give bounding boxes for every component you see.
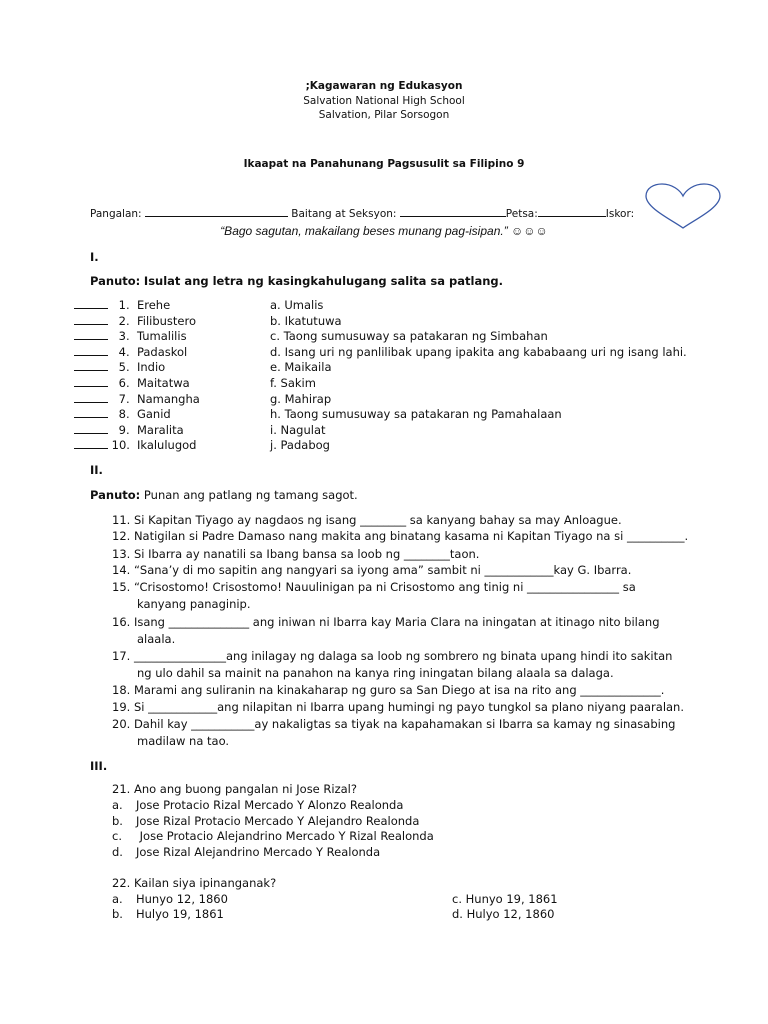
list-item-continued: ng ulo dahil sa mainit na panahon na kanya ring iningatan bilang alaala sa dalaga.	[137, 666, 614, 680]
list-item	[112, 513, 622, 527]
option-b[interactable]	[112, 814, 419, 828]
list-item	[74, 407, 171, 421]
school-name: Salvation National High School	[303, 95, 465, 107]
answer-blank[interactable]	[74, 298, 108, 309]
item-number: 19.	[112, 700, 131, 714]
instruction-quote: “Bago sagutan, makailang beses munang pag-isipan.” ☺☺☺	[220, 224, 548, 238]
list-item	[74, 438, 196, 452]
list-item	[112, 547, 479, 561]
item-term: Namangha	[136, 392, 200, 406]
option-letter: c.	[112, 829, 122, 843]
item-text: “Sana’y di mo sapitin ang nangyari sa iyong ama” sambit ni ____________kay G. Ibarra.	[133, 563, 632, 577]
list-item	[112, 717, 675, 731]
exam-title: Ikaapat na Panahunang Pagsusulit sa Filipino 9	[243, 158, 525, 170]
item-number: 10.	[111, 438, 130, 452]
option-text: Jose Rizal Protacio Mercado Y Alejandro Realonda	[136, 814, 420, 828]
student-info-line	[90, 206, 634, 220]
instruction-text: Isulat ang letra ng kasingkahulugang salita sa patlang.	[143, 274, 503, 288]
part1-instruction	[90, 274, 503, 288]
answer-blank[interactable]	[74, 423, 108, 434]
item-choice: d. Isang uri ng panlilibak upang ipakita ang kababaang uri ng isang lahi.	[270, 345, 687, 359]
school-address: Salvation, Pilar Sorsogon	[318, 109, 450, 121]
list-item	[74, 345, 187, 359]
item-choice: f. Sakim	[270, 376, 316, 390]
item-term: Indio	[136, 360, 166, 374]
option-letter: b.	[112, 814, 123, 828]
item-text: Si Ibarra ay nanatili sa Ibang bansa sa loob ng ________taon.	[133, 547, 480, 561]
list-item	[74, 392, 200, 406]
list-item	[112, 700, 684, 714]
list-item	[112, 683, 664, 697]
list-item	[112, 649, 672, 663]
grade-label: Baitang at Seksyon:	[291, 208, 397, 220]
item-term: Ikalulugod	[136, 438, 197, 452]
name-field[interactable]	[145, 206, 288, 217]
answer-blank[interactable]	[74, 438, 108, 449]
list-item-continued: alaala.	[137, 632, 176, 646]
question-text: Kailan siya ipinanganak?	[133, 876, 277, 890]
item-choice: j. Padabog	[270, 438, 330, 452]
part1-heading: I.	[90, 250, 99, 264]
list-item	[112, 615, 660, 629]
item-term: Erehe	[136, 298, 171, 312]
item-number: 12.	[112, 529, 131, 543]
item-number: 16.	[112, 615, 131, 629]
item-text: Natigilan si Padre Damaso nang makita ang binatang kasama ni Kapitan Tiyago na si __________.	[133, 529, 689, 543]
list-item	[112, 529, 688, 543]
item-text: ________________ang inilagay ng dalaga sa loob ng sombrero ng binata upang hindi ito sakitan	[133, 649, 673, 663]
item-term: Padaskol	[136, 345, 188, 359]
item-term: Ganid	[136, 407, 171, 421]
score-label: Iskor:	[605, 208, 635, 220]
option-d[interactable]	[112, 845, 380, 859]
answer-blank[interactable]	[74, 407, 108, 418]
item-number: 11.	[112, 513, 131, 527]
item-number: 14.	[112, 563, 131, 577]
option-text: Jose Rizal Alejandrino Mercado Y Realonda	[136, 845, 381, 859]
option-b[interactable]	[112, 907, 224, 921]
item-term: Filibustero	[136, 314, 197, 328]
item-number: 22.	[112, 876, 131, 890]
item-choice: g. Mahirap	[270, 392, 332, 406]
option-c[interactable]: c. Hunyo 19, 1861	[452, 892, 558, 906]
option-text: Hulyo 19, 1861	[136, 907, 224, 921]
name-label: Pangalan:	[90, 208, 142, 220]
instruction-text: Punan ang patlang ng tamang sagot.	[143, 488, 358, 502]
item-text: Isang ______________ ang iniwan ni Ibarra kay Maria Clara na iningatan at itinago nito bilang	[133, 615, 660, 629]
list-item	[112, 563, 631, 577]
answer-blank[interactable]	[74, 345, 108, 356]
part2-instruction	[90, 488, 358, 502]
instruction-label: Panuto:	[90, 488, 141, 502]
item-number: 21.	[112, 782, 131, 796]
answer-blank[interactable]	[74, 329, 108, 340]
item-choice: h. Taong sumusuway sa patakaran ng Pamahalaan	[270, 407, 562, 421]
item-choice: c. Taong sumusuway sa patakaran ng Simbahan	[270, 329, 548, 343]
item-number: 18.	[112, 683, 131, 697]
item-choice: e. Maikaila	[270, 360, 332, 374]
answer-blank[interactable]	[74, 314, 108, 325]
item-text: Si Kapitan Tiyago ay nagdaos ng isang ________ sa kanyang bahay sa may Anloague.	[133, 513, 622, 527]
instruction-label: Panuto:	[90, 274, 141, 288]
question-22	[112, 876, 276, 890]
list-item	[74, 314, 196, 328]
question-text: Ano ang buong pangalan ni Jose Rizal?	[133, 782, 357, 796]
list-item-continued: madilaw na tao.	[137, 734, 230, 748]
item-number: 13.	[112, 547, 131, 561]
option-c[interactable]	[112, 829, 434, 843]
item-text: Marami ang suliranin na kinakaharap ng guro sa San Diego at isa na rito ang ______________.	[133, 683, 665, 697]
part3-heading: III.	[90, 759, 108, 773]
item-choice: a. Umalis	[270, 298, 324, 312]
item-term: Tumalilis	[136, 329, 187, 343]
list-item	[74, 376, 190, 390]
item-text: Dahil kay ___________ay nakaligtas sa tiyak na kapahamakan si Ibarra sa kamay ng sinasabing	[133, 717, 676, 731]
item-number: 17.	[112, 649, 131, 663]
item-term: Maralita	[136, 423, 184, 437]
option-letter: b.	[112, 907, 123, 921]
item-number: 15.	[112, 580, 131, 594]
item-number: 9.	[118, 423, 130, 437]
answer-blank[interactable]	[74, 392, 108, 403]
option-a[interactable]	[112, 892, 228, 906]
item-number: 6.	[118, 376, 130, 390]
item-number: 2.	[118, 314, 130, 328]
item-number: 3.	[118, 329, 130, 343]
option-text: Jose Protacio Alejandrino Mercado Y Rizal Realonda	[136, 829, 434, 843]
item-term: Maitatwa	[136, 376, 190, 390]
list-item	[74, 329, 187, 343]
answer-blank[interactable]	[74, 360, 108, 371]
item-choice: b. Ikatutuwa	[270, 314, 342, 328]
option-letter: d.	[112, 845, 123, 859]
part2-heading: II.	[90, 463, 103, 477]
option-letter: a.	[112, 798, 123, 812]
list-item	[74, 423, 184, 437]
item-number: 1.	[118, 298, 130, 312]
item-text: “Crisostomo! Crisostomo! Nauulinigan pa ni Crisostomo ang tinig ni ________________ sa	[133, 580, 636, 594]
item-number: 20.	[112, 717, 131, 731]
grade-field[interactable]	[400, 206, 506, 217]
option-letter: a.	[112, 892, 123, 906]
item-number: 4.	[118, 345, 130, 359]
answer-blank[interactable]	[74, 376, 108, 387]
item-choice: i. Nagulat	[270, 423, 326, 437]
question-21	[112, 782, 357, 796]
option-text: Hunyo 12, 1860	[136, 892, 228, 906]
list-item	[112, 580, 636, 594]
option-text: Jose Protacio Rizal Mercado Y Alonzo Realonda	[136, 798, 404, 812]
date-field[interactable]	[538, 206, 606, 217]
date-label: Petsa:	[505, 208, 538, 220]
option-d[interactable]: d. Hulyo 12, 1860	[452, 907, 555, 921]
item-number: 8.	[118, 407, 130, 421]
option-a[interactable]	[112, 798, 403, 812]
item-number: 7.	[118, 392, 130, 406]
list-item-continued: kanyang panaginip.	[137, 597, 251, 611]
agency-name: ;Kagawaran ng Edukasyon	[305, 80, 463, 92]
list-item	[74, 298, 170, 312]
list-item	[74, 360, 165, 374]
item-number: 5.	[118, 360, 130, 374]
item-text: Si ____________ang nilapitan ni Ibarra upang humingi ng payo tungkol sa plano niyang paaralan.	[133, 700, 685, 714]
